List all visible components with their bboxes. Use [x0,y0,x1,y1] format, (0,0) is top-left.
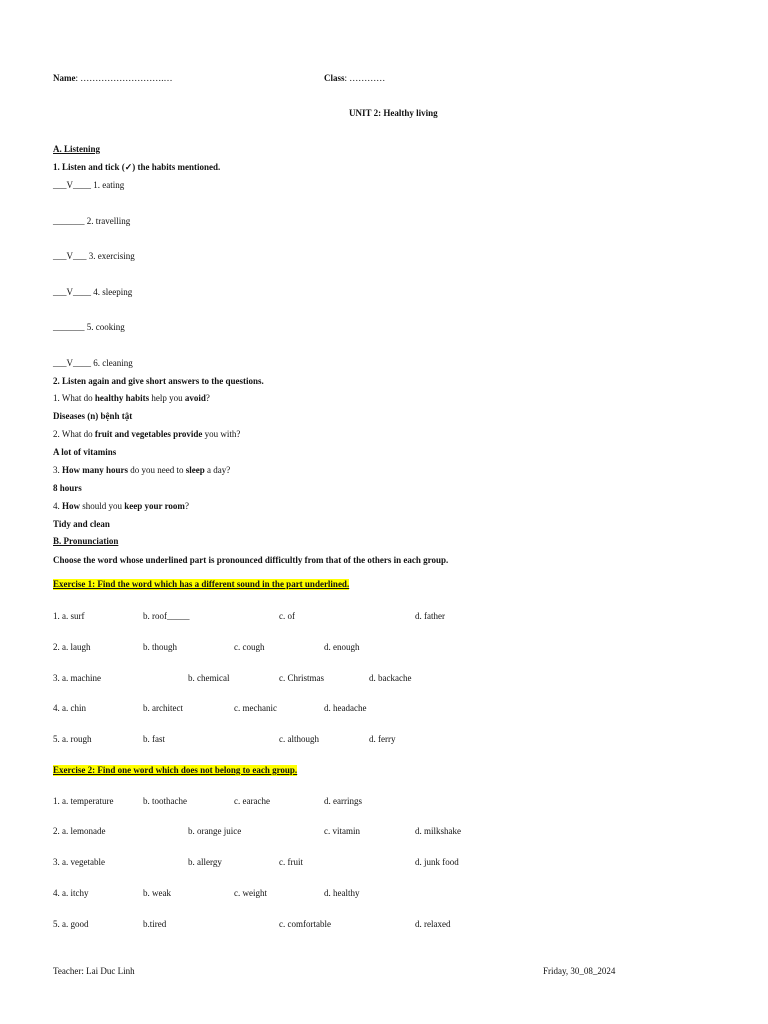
option-b: b. orange juice [188,826,242,836]
habit-item: ___V____ 4. sleeping [53,287,133,297]
ex2-row-5 [0,919,768,931]
option-c: c. although [279,734,319,744]
option-c: c. comfortable [279,919,331,929]
q2-heading: 2. Listen again and give short answers to the questions. [53,376,264,386]
class-blank: : ………… [344,73,386,83]
option-c: c. earache [234,796,270,806]
habit-item: ___V___ 3. exercising [53,251,135,261]
option-b: b. though [143,642,178,652]
option-a: 2. a. lemonade [53,826,106,836]
option-d: d. backache [369,673,412,683]
q1-heading: 1. Listen and tick (✓) the habits mentioned. [53,162,221,172]
question: 1. What do healthy habits help you avoid? [53,393,210,403]
option-b: b. weak [143,888,171,898]
section-a-heading: A. Listening [53,144,101,154]
ex1-row-1 [0,611,768,623]
option-d: d. father [415,611,445,621]
option-b: b. allergy [188,857,222,867]
class-label: Class [324,73,345,83]
class-field [324,73,385,84]
unit-title: UNIT 2: Healthy living [349,108,438,118]
option-c: c. mechanic [234,703,277,713]
option-c: c. cough [234,642,265,652]
exercise-1-title: Exercise 1: Find the word which has a different sound in the part underlined. [53,579,350,589]
option-b: b. chemical [188,673,230,683]
answer: 8 hours [53,483,82,493]
ex2-row-3 [0,857,768,869]
exercise-2-title: Exercise 2: Find one word which does not belong to each group. [53,765,298,775]
option-d: d. relaxed [415,919,451,929]
ex2-row-2 [0,826,768,838]
ex1-row-3 [0,673,768,685]
option-a: 1. a. surf [53,611,85,621]
question: 2. What do fruit and vegetables provide you with? [53,429,241,439]
option-a: 5. a. rough [53,734,92,744]
habit-item: _______ 2. travelling [53,216,131,226]
option-a: 4. a. chin [53,703,86,713]
ex1-row-5 [0,734,768,746]
option-a: 4. a. itchy [53,888,89,898]
name-label: Name [53,73,76,83]
question: 4. How should you keep your room? [53,501,189,511]
option-b: b. fast [143,734,165,744]
ex1-row-2 [0,642,768,654]
option-d: d. headache [324,703,367,713]
option-d: d. junk food [415,857,459,867]
option-a: 5. a. good [53,919,89,929]
option-b: b.tired [143,919,167,929]
question: 3. How many hours do you need to sleep a day? [53,465,231,475]
habit-item: _______ 5. cooking [53,322,125,332]
footer-teacher: Teacher: Lai Duc Linh [53,966,135,976]
option-c: c. weight [234,888,267,898]
option-a: 3. a. machine [53,673,101,683]
option-d: d. healthy [324,888,360,898]
option-a: 1. a. temperature [53,796,114,806]
answer: Tidy and clean [53,519,110,529]
option-d: d. earrings [324,796,362,806]
option-d: d. ferry [369,734,396,744]
habit-item: ___V____ 6. cleaning [53,358,133,368]
option-c: c. vitamin [324,826,360,836]
habit-item: ___V____ 1. eating [53,180,125,190]
pronunciation-instruction: Choose the word whose underlined part is pronounced difficultly from that of the others in each group. [53,555,449,565]
option-b: b. architect [143,703,183,713]
option-b: b. roof_____ [143,611,190,621]
section-b-heading: B. Pronunciation [53,536,119,546]
ex2-row-1 [0,796,768,808]
name-field [53,73,173,84]
name-blank: : ……………………….… [75,73,173,83]
ex1-row-4 [0,703,768,715]
option-c: c. fruit [279,857,303,867]
option-c: c. of [279,611,295,621]
option-d: d. enough [324,642,360,652]
option-d: d. milkshake [415,826,461,836]
footer-date: Friday, 30_08_2024 [543,966,616,976]
ex2-row-4 [0,888,768,900]
option-b: b. toothache [143,796,187,806]
answer: Diseases (n) bệnh tật [53,411,133,421]
answer: A lot of vitamins [53,447,117,457]
option-a: 3. a. vegetable [53,857,105,867]
option-a: 2. a. laugh [53,642,91,652]
option-c: c. Christmas [279,673,324,683]
